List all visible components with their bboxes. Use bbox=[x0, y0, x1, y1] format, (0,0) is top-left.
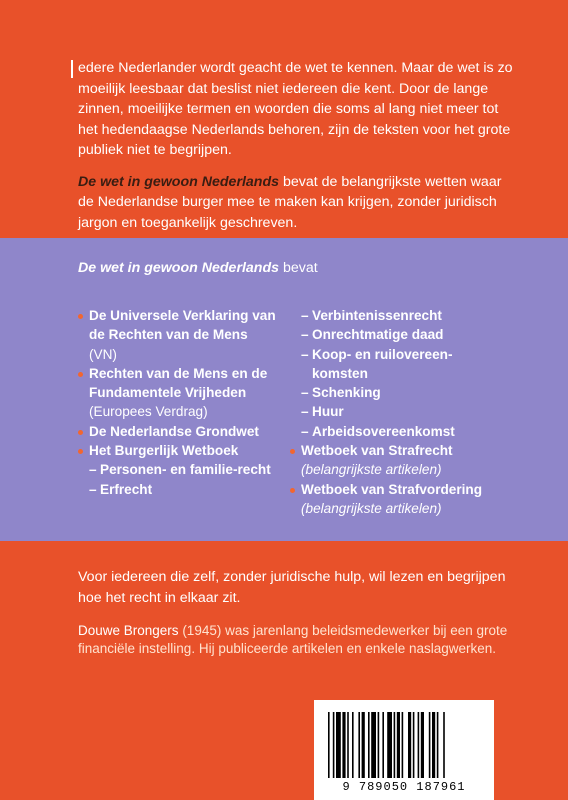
sub-item bbox=[78, 480, 278, 499]
barcode-bar bbox=[413, 712, 415, 778]
barcode-bar bbox=[432, 712, 435, 778]
barcode-bar bbox=[437, 712, 439, 778]
sub-item bbox=[290, 422, 500, 441]
bullet-icon bbox=[78, 430, 83, 435]
dash-icon: – bbox=[301, 327, 309, 343]
list-item-label: Rechten van de Mens en de Fundamentele Vrijheden bbox=[89, 365, 268, 401]
bullet-icon bbox=[78, 314, 83, 319]
barcode-bar bbox=[418, 712, 420, 778]
barcode-bar bbox=[402, 712, 404, 778]
list-item-note: (VN) bbox=[89, 346, 117, 362]
bullet-icon bbox=[290, 488, 295, 493]
barcode-bar bbox=[342, 712, 345, 778]
sub-item-label: Erfrecht bbox=[100, 481, 153, 497]
closing-text bbox=[78, 567, 518, 672]
list-item bbox=[78, 364, 278, 422]
bullet-icon bbox=[78, 449, 83, 454]
text-cursor-mark bbox=[71, 60, 73, 78]
contents-intro-title: De wet in gewoon Nederlands bbox=[78, 260, 280, 276]
author-name: Douwe Brongers bbox=[78, 623, 179, 638]
contents-intro-rest: bevat bbox=[279, 260, 318, 276]
list-item-label: Wetboek van Strafvordering bbox=[301, 481, 483, 497]
sub-item bbox=[290, 402, 500, 421]
barcode-bar bbox=[333, 712, 335, 778]
list-item bbox=[290, 480, 500, 519]
sub-item-label: Verbintenissenrecht bbox=[312, 308, 442, 323]
list-item-label: De Universele Verklaring van de Rechten van de Mens bbox=[89, 308, 276, 343]
sub-item-label: Koop- en ruilovereen-komsten bbox=[312, 346, 453, 381]
contents-band bbox=[0, 238, 568, 541]
list-item-label: Wetboek van Strafrecht bbox=[301, 443, 453, 459]
barcode-bar bbox=[347, 712, 349, 778]
contents-column-left bbox=[78, 306, 278, 499]
contents-column-right bbox=[290, 306, 500, 518]
dash-icon: – bbox=[301, 423, 309, 439]
author-bio bbox=[78, 622, 518, 658]
barcode-bar bbox=[443, 712, 445, 778]
barcode-bar bbox=[362, 712, 365, 778]
list-item bbox=[78, 441, 278, 460]
barcode-bar bbox=[382, 712, 384, 778]
list-item-note: (belangrijkste artikelen) bbox=[301, 500, 442, 516]
barcode-bar bbox=[421, 712, 424, 778]
dash-icon: – bbox=[89, 462, 97, 478]
dash-icon: – bbox=[301, 404, 309, 420]
list-item-label: Het Burgerlijk Wetboek bbox=[89, 443, 239, 459]
sub-item-label: Huur bbox=[312, 404, 344, 420]
dash-icon: – bbox=[89, 481, 97, 497]
barcode-bar bbox=[336, 712, 341, 778]
intro-paragraph-2 bbox=[78, 172, 518, 234]
list-item-label: De Nederlandse Grondwet bbox=[89, 423, 259, 439]
sub-item bbox=[290, 383, 500, 402]
barcode-bar bbox=[358, 712, 360, 778]
closing-paragraph: Voor iedereen die zelf, zonder juridische hulp, wil lezen en begrijpen hoe het recht in elkaar zit. bbox=[78, 569, 506, 606]
sub-item-label: Arbeidsovereenkomst bbox=[312, 423, 455, 439]
sub-item bbox=[290, 325, 500, 344]
bullet-icon bbox=[290, 449, 295, 454]
dash-icon: – bbox=[301, 346, 309, 362]
isbn-number: 9 789050 187961 bbox=[342, 780, 466, 794]
list-item-note: (belangrijkste artikelen) bbox=[301, 462, 442, 478]
intro-paragraph-2-rest: bevat de belangrijkste wetten waar de Nederlandse burger mee te maken kan krijgen, zonder juridisch jargon en toegankelijk geschreven. bbox=[78, 173, 502, 231]
intro-paragraph-1: edere Nederlander wordt geacht de wet te kennen. Maar de wet is zo moeilijk leesbaar dat beslist niet iedereen die kent. Door de lange zinnen, moeilijke termen en woorden die soms al lang niet meer tot het hedendaagse Nederlands behoren, zijn de teksten voor het grote publiek niet te begrijpen. bbox=[78, 60, 513, 158]
barcode-bar bbox=[352, 712, 354, 778]
barcode-bar bbox=[371, 712, 376, 778]
barcode-bar bbox=[328, 712, 330, 778]
barcode-bar bbox=[429, 712, 431, 778]
sub-item-label: Schenking bbox=[312, 385, 381, 401]
barcode-bar bbox=[378, 712, 380, 778]
barcode-graphic bbox=[314, 700, 494, 782]
barcode-bar bbox=[394, 712, 396, 778]
book-title-emphasis: De wet in gewoon Nederlands bbox=[78, 173, 280, 190]
dash-icon: – bbox=[301, 308, 309, 323]
barcode-bar bbox=[368, 712, 370, 778]
sub-item bbox=[290, 345, 500, 384]
list-item bbox=[78, 422, 278, 441]
bullet-icon bbox=[78, 372, 83, 377]
author-bio-rest: (1945) was jarenlang beleidsmedewerker bij een grote financiële instelling. Hij publiceerde artikelen en enkele naslagwerken. bbox=[78, 623, 508, 656]
intro-text bbox=[78, 58, 518, 244]
list-item bbox=[78, 306, 278, 364]
sub-item-label: Personen- en familie-recht bbox=[100, 462, 271, 478]
barcode-bar bbox=[408, 712, 411, 778]
sub-item-label: Onrechtmatige daad bbox=[312, 327, 444, 343]
barcode-bar bbox=[397, 712, 400, 778]
list-item-note: (Europees Verdrag) bbox=[89, 404, 208, 420]
barcode-bar bbox=[387, 712, 392, 778]
sub-item bbox=[78, 460, 278, 479]
list-item bbox=[290, 441, 500, 480]
dash-icon: – bbox=[301, 385, 309, 401]
sub-item bbox=[290, 306, 500, 325]
contents-intro bbox=[78, 260, 318, 276]
barcode bbox=[314, 700, 494, 800]
